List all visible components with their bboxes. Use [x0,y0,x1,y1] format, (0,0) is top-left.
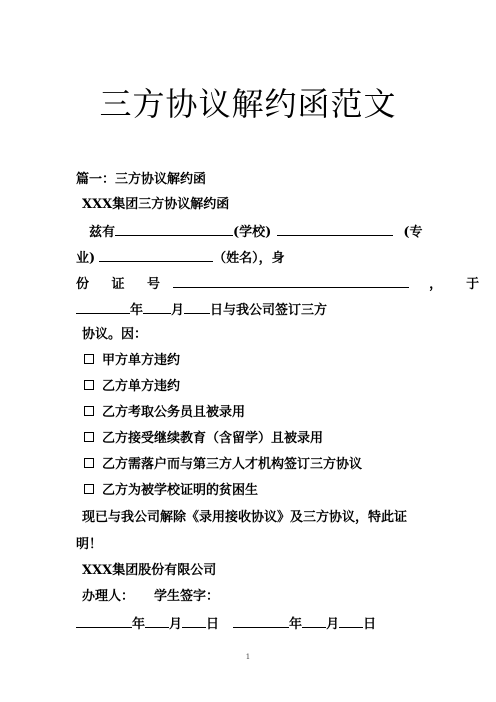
major-label: (专 [403,225,423,240]
student-day-label: 日 [363,617,377,632]
intro-line-3 [76,274,479,294]
agreement-reason: 协议。因： [82,327,148,342]
id-label: 份 证 号 [76,277,170,292]
checkbox[interactable] [84,380,94,390]
sign-year-label: 年 [130,303,144,318]
sign-day-text: 日与我公司签订三方 [210,303,328,318]
name-label: （姓名），身 [213,251,285,266]
school-label: (学校) [233,225,272,240]
checkbox[interactable] [84,406,94,416]
reason-label: 乙方为被学校证明的贫困生 [102,483,259,498]
handler-year-label: 年 [132,617,146,632]
major-label-cont: 业) [76,251,96,266]
handler-day-label: 日 [206,617,220,632]
reason-item [84,456,362,474]
id-comma: ， [429,277,443,292]
reason-item [84,378,180,396]
signature-labels [82,588,219,606]
student-day-blank[interactable] [339,614,363,628]
reason-label: 乙方接受继续教育（含留学）且被录用 [102,431,324,446]
statement-line-1: 现已与我公司解除《录用接收协议》及三方协议，特此证 [82,510,408,525]
student-sign-label: 学生签字： [154,589,220,604]
sign-day-blank[interactable] [184,300,210,314]
checkbox[interactable] [84,354,94,364]
reason-label: 乙方需落户而与第三方人才机构签订三方协议 [102,457,363,472]
handler-label: 办理人： [82,589,135,604]
sign-year-blank[interactable] [76,300,130,314]
reason-label: 乙方考取公务员且被录用 [102,405,246,420]
company-name: XXX集团股份有限公司 [82,563,217,578]
student-year-label: 年 [289,617,303,632]
handler-year-blank[interactable] [76,614,132,628]
intro-line-1 [89,222,422,242]
checkbox[interactable] [84,458,94,468]
signature-dates [76,614,376,634]
handler-month-label: 月 [169,617,183,632]
handler-month-blank[interactable] [145,614,169,628]
sign-month-label: 月 [171,303,185,318]
intro-lead: 兹有 [89,225,116,240]
id-number-blank[interactable] [173,274,409,288]
student-year-blank[interactable] [233,614,289,628]
sign-month-blank[interactable] [143,300,171,314]
checkbox[interactable] [84,432,94,442]
letter-title: XXX集团三方协议解约函 [82,197,230,212]
name-blank[interactable] [99,248,213,262]
student-month-label: 月 [326,617,340,632]
checkbox[interactable] [84,484,94,494]
school-blank[interactable] [115,222,233,236]
intro-line-4 [76,300,327,320]
page-number: 1 [245,653,251,661]
student-month-blank[interactable] [302,614,326,628]
section-heading: 篇一：三方协议解约函 [76,172,207,187]
reason-label: 乙方单方违约 [102,379,181,394]
reason-item [84,404,245,422]
reason-item [84,352,180,370]
reason-item [84,482,258,500]
major-blank[interactable] [277,222,393,236]
handler-day-blank[interactable] [182,614,206,628]
statement-line-2: 明！ [76,537,103,552]
intro-line-2 [76,248,285,268]
document-title: 三方协议解约函范文 [99,85,397,123]
yu-text: 于 [466,277,480,292]
reason-label: 甲方单方违约 [102,353,181,368]
reason-item [84,430,323,448]
